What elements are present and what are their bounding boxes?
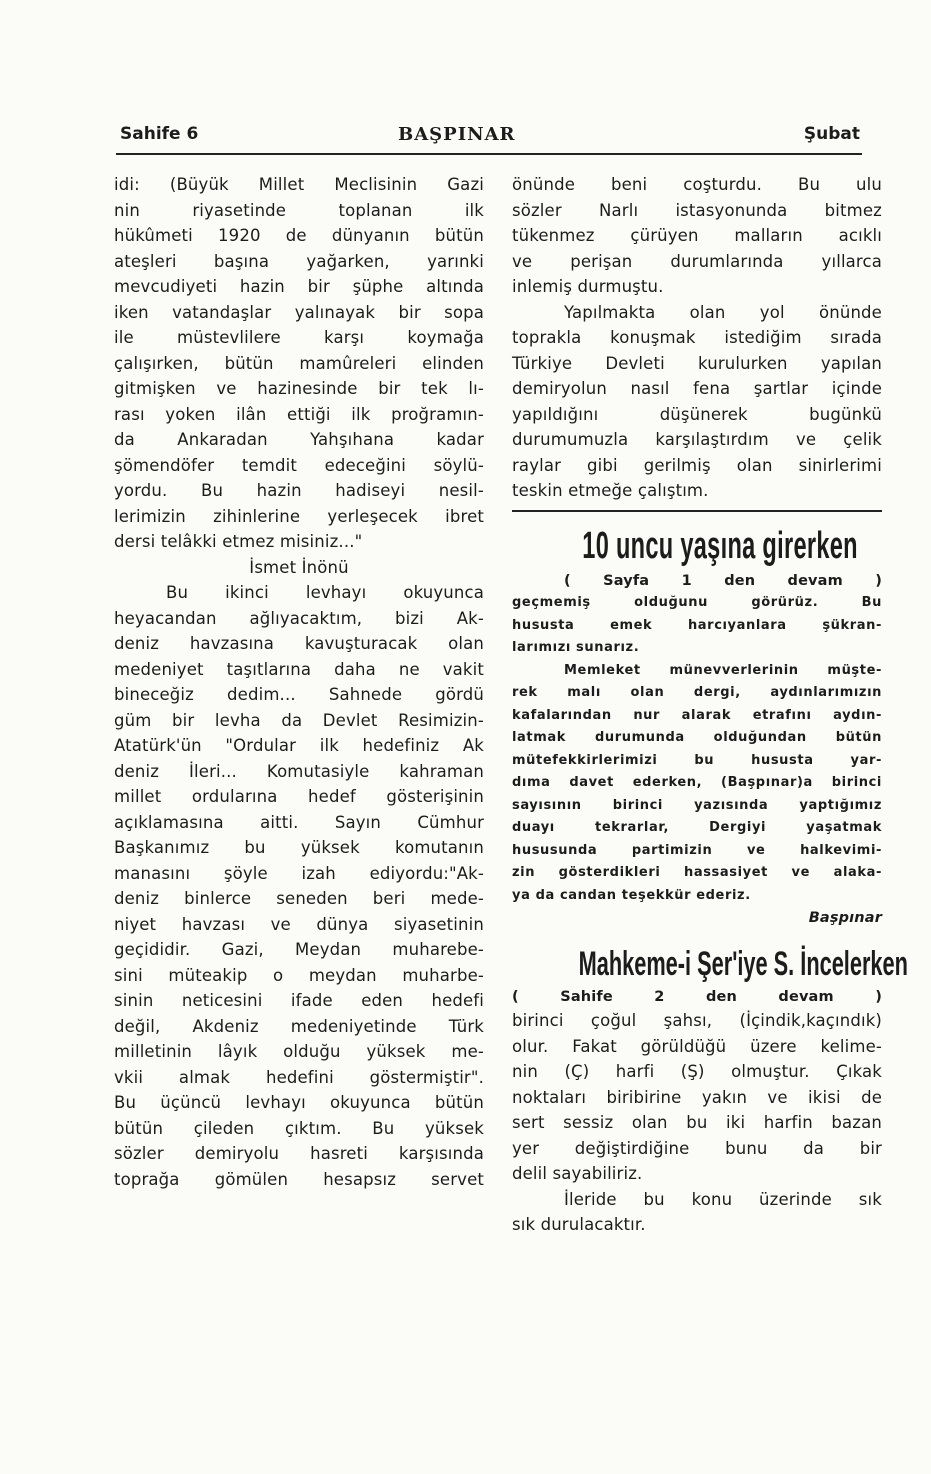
text-line: hükûmeti 1920 de dünyanın bütün <box>114 226 484 245</box>
text-line: manasını şöyle izah ediyordu:"Ak- <box>114 863 484 883</box>
text-line: değil, Akdeniz medeniyetinde Türk <box>114 1016 484 1036</box>
text-line: şömendöfer temdit edeceğini söylü- <box>114 455 484 475</box>
text-line: toprağa gömülen hesapsız servet <box>114 1169 484 1189</box>
text-line: inlemiş durmuştu. <box>512 277 664 296</box>
page-number: Sahife 6 <box>120 124 199 144</box>
text-line: durumumuzla karşılaştırdım ve çelik <box>512 430 882 449</box>
article-headline: 10 uncu yaşına girerken <box>582 524 858 567</box>
text-line: gitmişken ve hazinesinde bir tek lı- <box>114 379 484 398</box>
text-line: larımızı sunarız. <box>512 640 640 655</box>
text-line: iken vatandaşlar yalınayak bir sopa <box>114 302 484 322</box>
text-line: Atatürk'ün "Ordular ilk hedefiniz Ak <box>114 736 484 755</box>
text-line: Türkiye Devleti kurulurken yapılan <box>512 353 882 373</box>
text-line: olur. Fakat görüldüğü üzere kelime- <box>512 1036 882 1056</box>
left-column <box>114 172 484 1192</box>
text-line: dıma davet ederken, (Başpınar)a birinci <box>512 775 882 790</box>
text-line: deniz İleri... Komutasiyle kahraman <box>114 761 484 781</box>
text-line: ya da candan teşekkür ederiz. <box>512 887 751 903</box>
text-line: duayı tekrarlar, Dergiyi yaşatmak <box>512 820 882 835</box>
text-line: İleride bu konu üzerinde sık <box>564 1189 882 1209</box>
continued-paragraph <box>512 172 882 300</box>
article-divider <box>512 510 882 512</box>
text-line: yordu. Bu hazin hadiseyi nesil- <box>114 481 484 500</box>
text-line: sözler Narlı istasyonunda bitmez <box>512 200 882 220</box>
text-line: deniz binlerce seneden beri mede- <box>114 889 484 908</box>
text-line: birinci çoğul şahsı, (İçindik,kaçındık) <box>512 1011 882 1030</box>
text-line: medeniyet taşıtlarına daha ne vakit <box>114 659 484 679</box>
body-paragraph <box>114 580 484 1192</box>
text-line: Bu ikinci levhayı okuyunca <box>166 583 484 602</box>
text-line: zin gösterdikleri hassasiyet ve alaka- <box>512 865 882 880</box>
text-line: ile müstevlilere karşı koymağa <box>114 328 484 347</box>
magazine-title: BAŞPINAR <box>398 124 516 145</box>
text-line: mevcudiyeti hazin bir şüphe altında <box>114 277 484 296</box>
text-line: tükenmez çürüyen malların acıklı <box>512 226 882 245</box>
article-headline: Mahkeme-i Şer'iye S. İncelerken <box>578 944 908 983</box>
text-line: açıklamasına aitti. Sayın Cümhur <box>114 812 484 832</box>
text-line: deniz havzasına kavuşturacak olan <box>114 634 484 653</box>
text-line: önünde beni coşturdu. Bu ulu <box>512 175 882 194</box>
text-line: nin (Ç) harfi (Ş) olmuştur. Çıkak <box>512 1062 882 1081</box>
text-line: raylar gibi gerilmiş olan sinirlerimi <box>512 455 882 475</box>
text-line: delil sayabiliriz. <box>512 1164 643 1183</box>
text-line: niyet havzası ve dünya siyasetinin <box>114 914 484 934</box>
text-line: demiryolun nasıl fena şartlar içinde <box>512 379 882 398</box>
continuation-note: ( Sahife 2 den devam ) <box>512 988 882 1005</box>
quote-paragraph <box>114 172 484 555</box>
text-line: sert sessiz olan bu iki harfin bazan <box>512 1113 882 1132</box>
text-line: ateşleri başına yağarken, yarınki <box>114 251 484 271</box>
text-line: sini müteakip o meydan muharbe- <box>114 965 484 985</box>
text-line: noktaları biribirine yakın ve ikisi de <box>512 1087 882 1107</box>
text-line: geçididir. Gazi, Meydan muharebe- <box>114 940 484 959</box>
page-header <box>120 124 860 150</box>
text-line: kafalarından nur alarak etrafını aydın- <box>512 707 882 723</box>
article-signature: Başpınar <box>808 910 882 926</box>
text-line: dersi telâkki etmez misiniz..." <box>114 532 363 551</box>
body-paragraph <box>512 300 882 504</box>
text-line: millet ordularına hedef gösterişinin <box>114 787 484 806</box>
header-divider <box>116 153 862 155</box>
text-line: Bu üçüncü levhayı okuyunca bütün <box>114 1093 484 1112</box>
text-line: Başkanımız bu yüksek komutanın <box>114 838 484 857</box>
text-line: heyacandan ağlıyacaktım, bizi Ak- <box>114 608 484 628</box>
quote-signature: İsmet İnönü <box>249 557 349 577</box>
text-line: sinin neticesini ifade eden hedefi <box>114 991 484 1010</box>
text-line: mütefekkirlerimizi bu hususta yar- <box>512 752 882 768</box>
article-court-records <box>512 944 908 1238</box>
text-line: güm bir levha da Devlet Resimizin- <box>114 710 484 730</box>
text-line: da Ankaradan Yahşıhana kadar <box>114 430 484 449</box>
right-column <box>512 172 908 1238</box>
text-line: nin riyasetinde toplanan ilk <box>114 200 484 220</box>
text-line: sözler demiryolu hasreti karşısında <box>114 1144 484 1163</box>
text-line: bineceğiz dedim... Sahnede gördü <box>114 685 484 704</box>
text-line: rası yoken ilân ettiği ilk proğramın- <box>114 404 484 424</box>
text-line: toprakla konuşmak istediğim sırada <box>512 328 882 347</box>
article-tenth-year <box>512 524 882 930</box>
text-line: rek malı olan dergi, aydınlarımızın <box>512 685 882 700</box>
text-line: milletinin lâyık olduğu yüksek me- <box>114 1042 484 1061</box>
text-line: yer değiştirdiğine bunu da bir <box>512 1138 882 1158</box>
issue-month: Şubat <box>803 124 860 144</box>
text-line: sayısının birinci yazısında yaptığımız <box>512 797 882 813</box>
continuation-note: ( Sayfa 1 den devam ) <box>564 572 882 589</box>
text-line: ve perişan durumlarında yıllarca <box>512 251 882 271</box>
text-line: hususunda partimizin ve halkevimi- <box>512 842 882 858</box>
text-line: sık durulacaktır. <box>512 1215 646 1234</box>
text-line: latmak durumunda olduğundan bütün <box>512 730 882 745</box>
text-line: vkii almak hedefini göstermiştir". <box>114 1067 484 1087</box>
text-line: idi: (Büyük Millet Meclisinin Gazi <box>114 175 484 194</box>
text-line: çalışırken, bütün mamûreleri elinden <box>114 353 484 373</box>
text-line: yapıldığını düşünerek bugünkü <box>512 404 882 424</box>
text-line: geçmemiş olduğunu görürüz. Bu <box>512 595 882 610</box>
text-line: Memleket münevverlerinin müşte- <box>564 662 882 678</box>
text-line: hususta emek harcıyanlara şükran- <box>512 617 882 633</box>
text-line: teskin etmeğe çalıştım. <box>512 481 709 500</box>
text-line: Yapılmakta olan yol önünde <box>564 302 882 322</box>
text-line: bütün çileden çıktım. Bu yüksek <box>114 1118 484 1138</box>
text-line: lerimizin zihinlerine yerleşecek ibret <box>114 506 484 526</box>
